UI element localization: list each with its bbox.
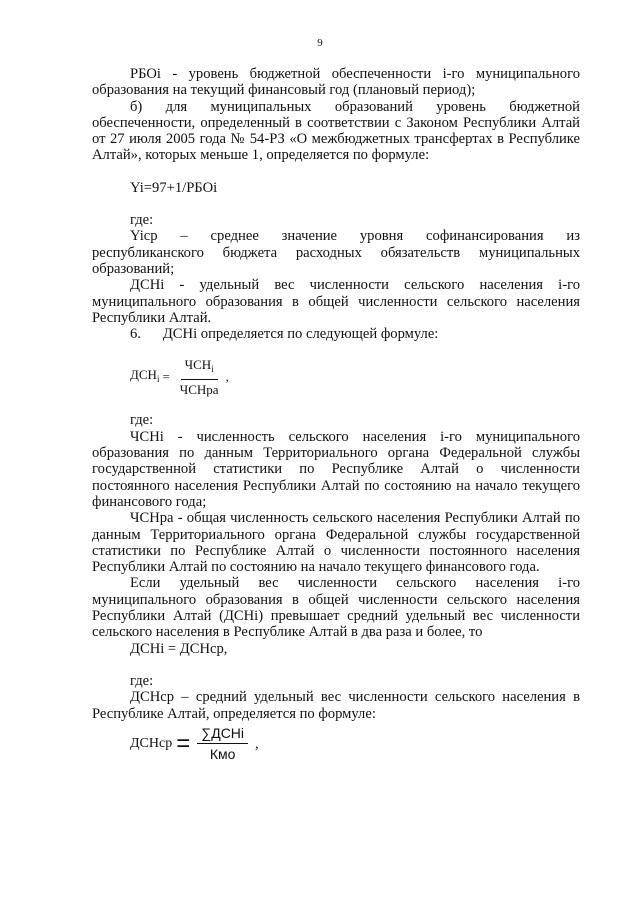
formula-dsni-lhs: ДСН [130, 367, 157, 383]
formula-dsncp-equals: = [176, 729, 191, 757]
formula-dsni-equals-dsncp: ДСНi = ДСНср, [130, 640, 228, 657]
formula-dsncp-numerator: ∑ДСНi [197, 725, 248, 744]
formula-dsncp-lhs: ДСНср [130, 735, 173, 751]
formula-dsni-trailer: , [225, 369, 229, 385]
paragraph-chsni-definition: ЧСНi - численность сельского населения i-го муниципального образования по данным Территориального органа Федеральной службы государственной статистики по Республике Алтай о численности постоянного населения Республики Алтай по состоянию на начало текущего финансового года; [92, 428, 580, 510]
formula-dsni-lhs-sub: i [156, 374, 160, 385]
formula-dsncp [130, 722, 580, 766]
formula-dsni-fraction [176, 357, 223, 399]
formula-dsni [130, 358, 580, 396]
formula-dsni-equals: = [162, 369, 170, 385]
paragraph-dsncp-definition: ДСНср – средний удельный вес численности сельского населения в Республике Алтай, определяется по формуле: [92, 689, 580, 722]
paragraph-item-6: 6. ДСНi определяется по следующей формуле: [130, 326, 439, 343]
formula-dsni-numerator: $ЧСН_i$ [181, 357, 218, 380]
paragraph-yicp-definition: Yicp – среднее значение уровня софинансирования из республиканского бюджета расходных обязательств муниципальных образований; [92, 228, 580, 277]
page-number: 9 [317, 37, 323, 49]
paragraph-condition-exceeds: Если удельный вес численности сельского населения i-го муниципального образования в общей численности сельского населения Республики Алтай (ДСНi) превышает средний удельный вес численности сельского населения в Республике Алтай в два раза и более, то [92, 575, 580, 641]
paragraph-rbo-definition: РБОi - уровень бюджетной обеспеченности i-го муниципального образования на текущий финансовый год (плановый период); [92, 66, 580, 99]
paragraph-dsni-definition: ДСНi - удельный вес численности сельского населения i-го муниципального образования в общей численности сельского населения Республики Алтай. [92, 277, 580, 326]
where-label-1: где: [130, 212, 154, 229]
formula-dsncp-denominator: Кмо [209, 746, 236, 763]
paragraph-b-condition: б) для муниципальных образований уровень бюджетной обеспеченности, определенный в соответствии с Законом Республики Алтай от 27 июля 2005 года № 54-РЗ «О межбюджетных трансфертах в Республике Алтай», которых меньше 1, определяется по формуле: [92, 98, 580, 164]
formula-dsncp-fraction [197, 725, 248, 763]
formula-yi: Yi=97+1/РБОi [130, 179, 218, 196]
formula-dsncp-trailer: , [255, 735, 259, 752]
paragraph-chsnra-definition: ЧСНра - общая численность сельского населения Республики Алтай по данным Территориального органа Федеральной службы государственной статистики по Республике Алтай о численности постоянного населения Республики Алтай по состоянию на начало текущего финансового года. [92, 510, 580, 576]
document-body [92, 66, 580, 766]
where-label-2: где: [130, 412, 154, 429]
where-label-3: где: [130, 672, 154, 689]
formula-dsni-denominator: ЧСНра [179, 381, 219, 397]
